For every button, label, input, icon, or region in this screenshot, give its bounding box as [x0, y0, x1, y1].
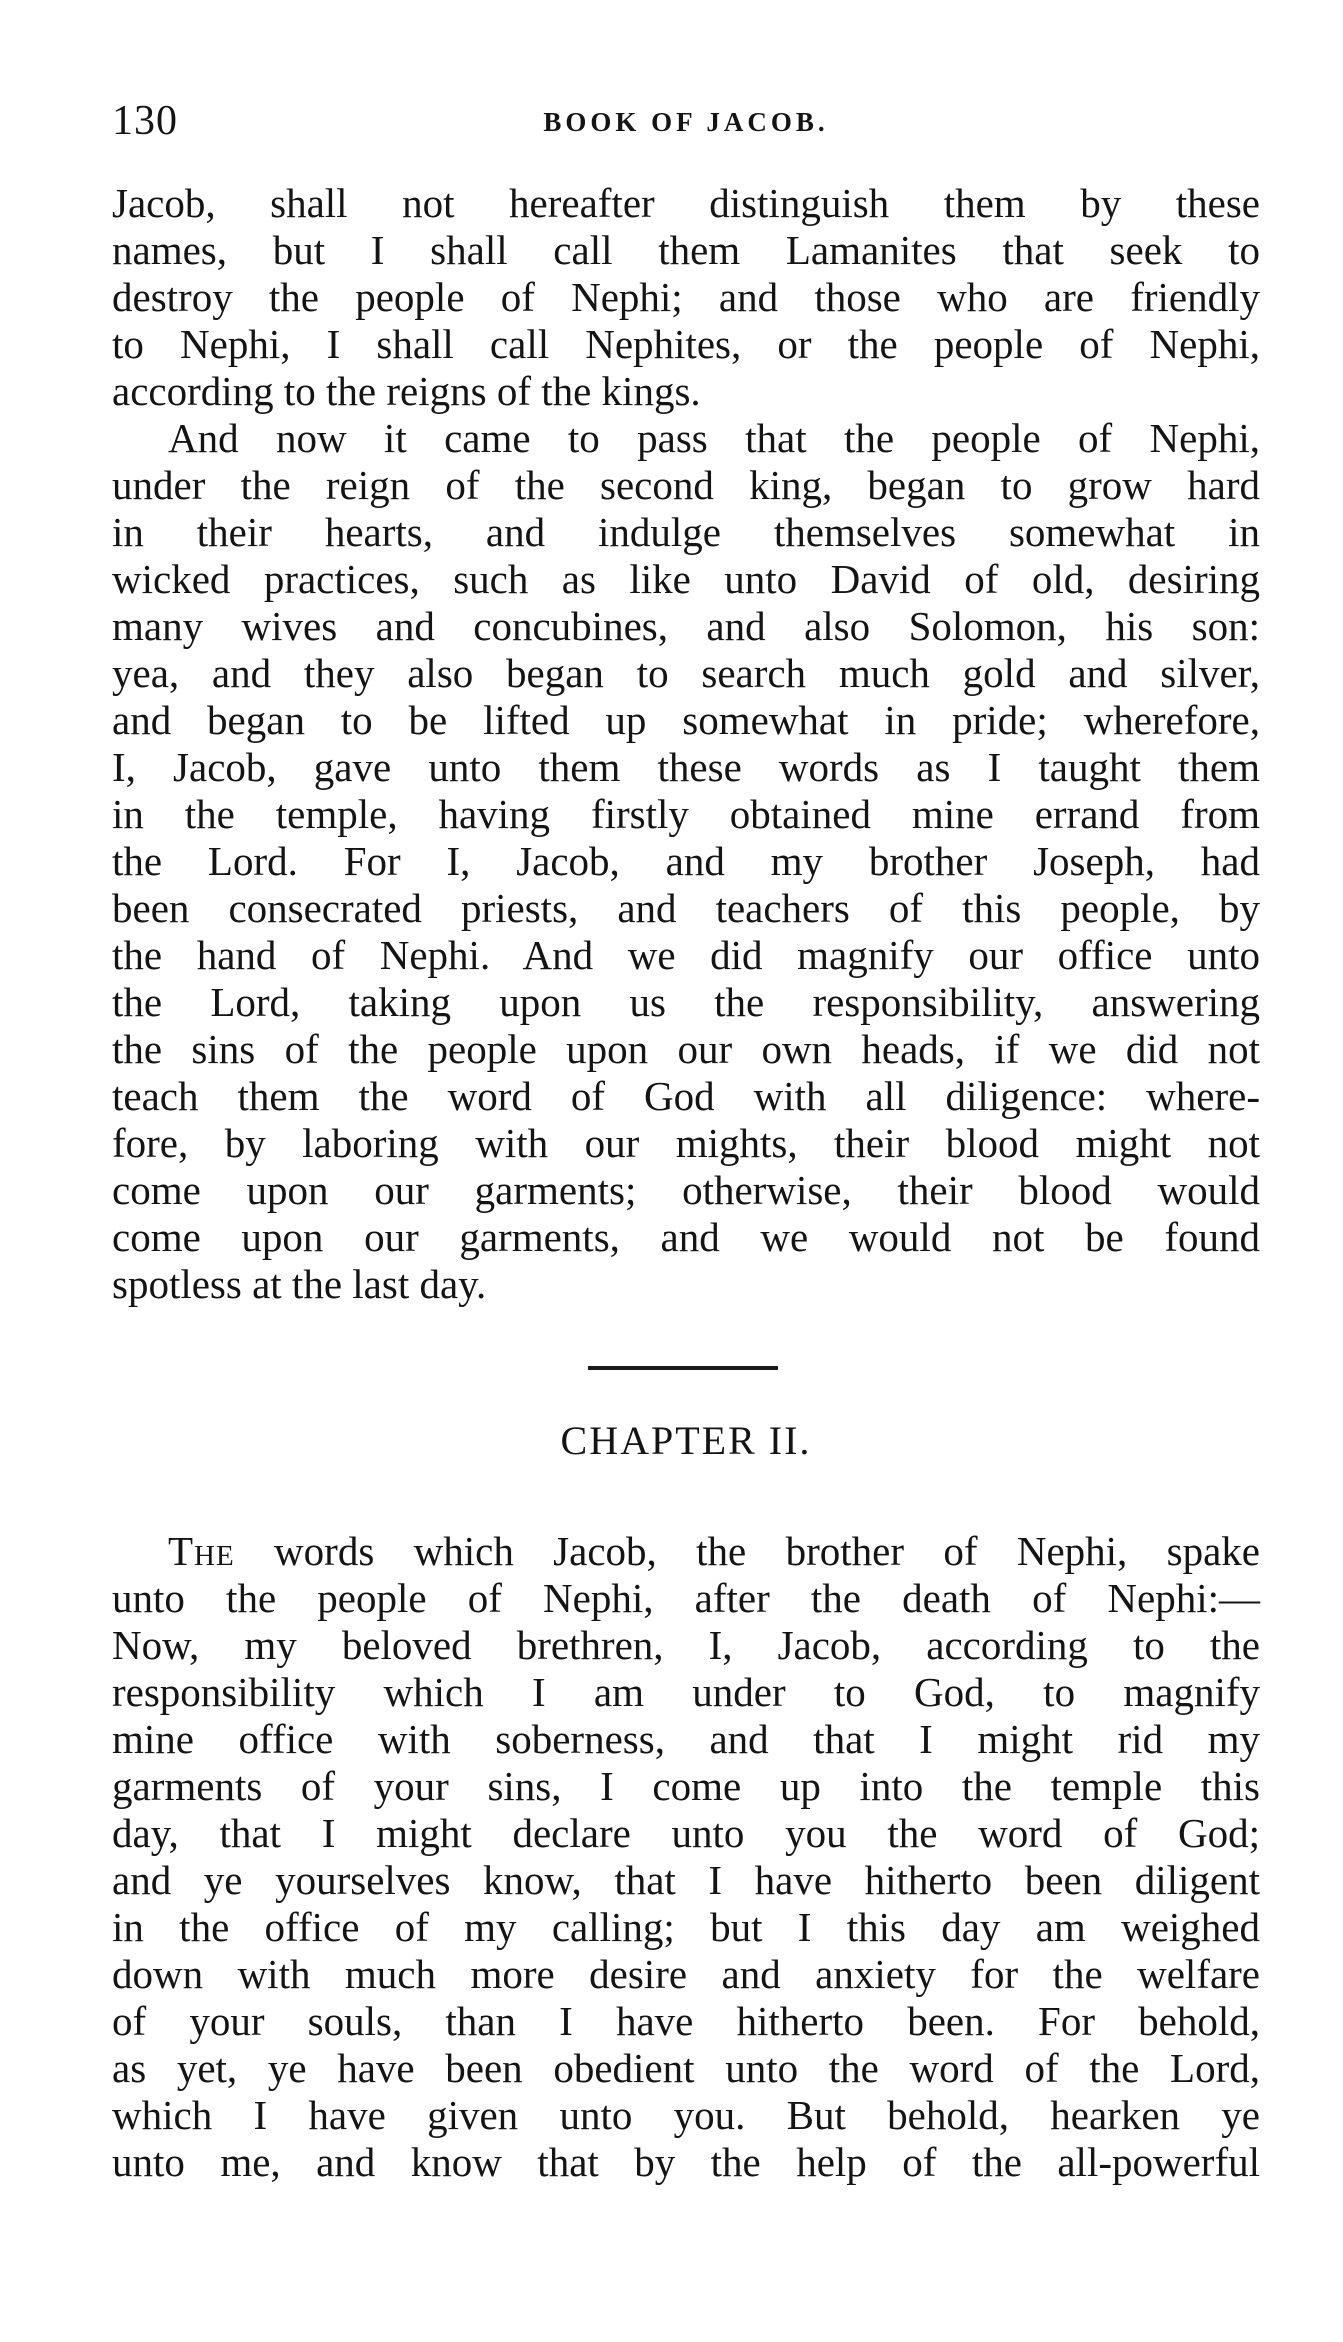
text-line: I, Jacob, gave unto them these words as I taught them [112, 744, 1260, 790]
text-line: the Lord, taking upon us the responsibility, answering [112, 979, 1260, 1025]
text-line: mine office with soberness, and that I might rid my [112, 1716, 1260, 1762]
text-line: been consecrated priests, and teachers of this people, by [112, 885, 1260, 931]
text-line: in their hearts, and indulge themselves somewhat in [112, 509, 1260, 555]
text-line: Jacob, shall not hereafter distinguish them by these [112, 180, 1260, 226]
book-title: BOOK OF JACOB. [543, 107, 829, 137]
chapter-heading: CHAPTER II. [560, 1418, 812, 1463]
text-line: and ye yourselves know, that I have hitherto been diligent [112, 1857, 1260, 1903]
text-line: garments of your sins, I come up into the temple this [112, 1763, 1260, 1809]
opening-line-rest: words which Jacob, the brother of Nephi, spake [234, 1528, 1260, 1574]
text-line: day, that I might declare unto you the word of God; [112, 1810, 1260, 1856]
text-line: Now, my beloved brethren, I, Jacob, according to the [112, 1622, 1260, 1668]
text-line: names, but I shall call them Lamanites that seek to [112, 227, 1260, 273]
text-line: of your souls, than I have hitherto been. For behold, [112, 1998, 1260, 2044]
text-line: which I have given unto you. But behold, hearken ye [112, 2092, 1260, 2138]
text-line: in the office of my calling; but I this day am weighed [112, 1904, 1260, 1950]
text-line: wicked practices, such as like unto David of old, desiring [112, 556, 1260, 602]
text-line-opening [112, 1528, 1260, 1575]
text-line: responsibility which I am under to God, to magnify [112, 1669, 1260, 1715]
text-line: destroy the people of Nephi; and those who are friendly [112, 274, 1260, 320]
text-line: and began to be lifted up somewhat in pride; wherefore, [112, 697, 1260, 743]
text-line: come upon our garments; otherwise, their blood would [112, 1167, 1260, 1213]
text-line: fore, by laboring with our mights, their blood might not [112, 1120, 1260, 1166]
text-line: yea, and they also began to search much gold and silver, [112, 650, 1260, 696]
text-line: as yet, ye have been obedient unto the word of the Lord, [112, 2045, 1260, 2091]
chapter-two-text [112, 1528, 1260, 2186]
text-line: unto the people of Nephi, after the death of Nephi:— [112, 1575, 1260, 1621]
text-line: in the temple, having firstly obtained mine errand from [112, 791, 1260, 837]
text-line: come upon our garments, and we would not be found [112, 1214, 1260, 1260]
chapter-one-conclusion [112, 180, 1260, 1308]
text-line: many wives and concubines, and also Solomon, his son: [112, 603, 1260, 649]
text-line: the hand of Nephi. And we did magnify our office unto [112, 932, 1260, 978]
running-head [112, 96, 1260, 146]
text-line: And now it came to pass that the people of Nephi, [168, 415, 1260, 461]
text-line: the sins of the people upon our own heads, if we did not [112, 1026, 1260, 1072]
opening-word: The [168, 1528, 235, 1574]
text-line: to Nephi, I shall call Nephites, or the people of Nephi, [112, 321, 1260, 367]
text-line: the Lord. For I, Jacob, and my brother Joseph, had [112, 838, 1260, 884]
text-line: according to the reigns of the kings. [112, 368, 701, 414]
section-divider-rule [588, 1366, 778, 1370]
text-line: under the reign of the second king, began to grow hard [112, 462, 1260, 508]
text-line: unto me, and know that by the help of the all-powerful [112, 2139, 1260, 2185]
text-line: spotless at the last day. [112, 1261, 487, 1307]
page-number: 130 [112, 98, 178, 144]
text-line: down with much more desire and anxiety for the welfare [112, 1951, 1260, 1997]
text-line: teach them the word of God with all diligence: where- [112, 1073, 1260, 1119]
